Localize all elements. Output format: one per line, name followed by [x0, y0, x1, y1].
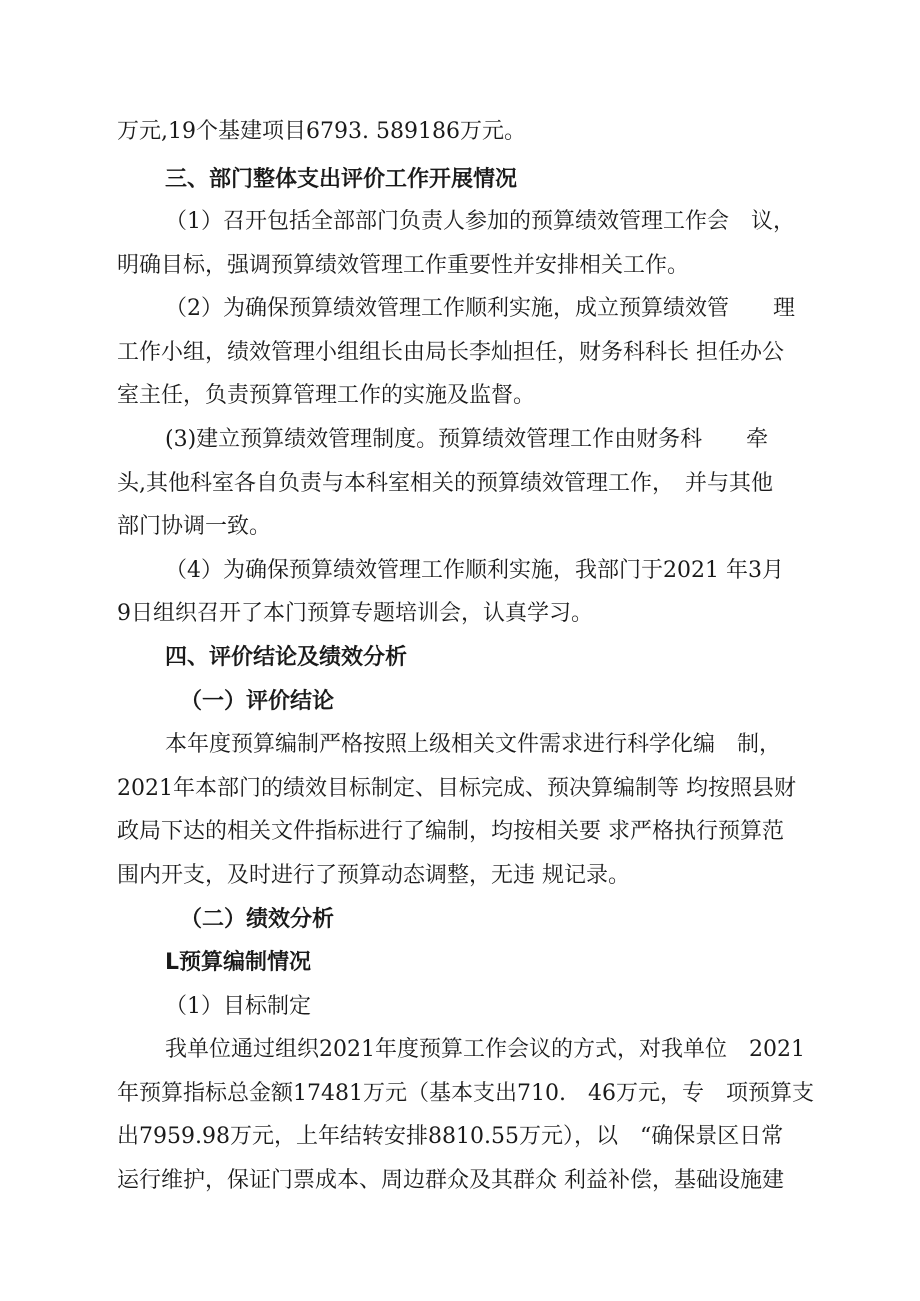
subsection-heading-evaluation-conclusion: （一）评价结论 — [180, 689, 335, 714]
paragraph-5-line-1: 本年度预算编制严格按照上级相关文件需求进行科学化编 制， — [165, 732, 782, 757]
section-heading-4: 四、评价结论及绩效分析 — [165, 645, 408, 670]
paragraph-1-line-1: （1）召开包括全部部门负责人参加的预算绩效管理工作会 议， — [165, 209, 795, 234]
text-line: 万元,19个基建项目6793. 589186万元。 — [117, 119, 526, 144]
paragraph-6-line-1: 我单位通过组织2021年度预算工作会议的方式，对我单位 2021 — [165, 1037, 805, 1062]
paragraph-3-line-1: (3)建立预算绩效管理制度。预算绩效管理工作由财务科 牵 — [165, 427, 769, 452]
paragraph-4-line-1: （4）为确保预算绩效管理工作顺利实施，我部门于2021 年3月 — [165, 558, 784, 583]
paragraph-4-line-2: 9日组织召开了本门预算专题培训会，认真学习。 — [117, 601, 593, 626]
subsection-heading-performance-analysis: （二）绩效分析 — [180, 907, 335, 932]
paragraph-5-line-3: 政局下达的相关文件指标进行了编制，均按相关要 求严格执行预算范 — [117, 819, 784, 844]
section-heading-3: 三、部门整体支出评价工作开展情况 — [165, 167, 518, 192]
paragraph-6-line-4: 运行维护，保证门票成本、周边群众及其群众 利益补偿，基础设施建 — [117, 1168, 784, 1193]
paragraph-2-line-2: 工作小组，绩效管理小组组长由局长李灿担任，财务科科长 担任办公 — [117, 340, 784, 365]
paragraph-5-line-4: 围内开支，及时进行了预算动态调整，无违 规记录。 — [117, 863, 630, 888]
paragraph-2-line-1: （2）为确保预算绩效管理工作顺利实施，成立预算绩效管 理 — [165, 296, 795, 321]
paragraph-5-line-2: 2021年本部门的绩效目标制定、目标完成、预决算编制等 均按照县财 — [117, 776, 796, 801]
paragraph-1-line-2: 明确目标，强调预算绩效管理工作重要性并安排相关工作。 — [117, 253, 690, 278]
sub-item-target-setting: （1）目标制定 — [165, 994, 311, 1019]
paragraph-3-line-2: 头,其他科室各自负责与本科室相关的预算绩效管理工作， 并与其他 — [117, 471, 773, 496]
paragraph-6-line-2: 年预算指标总金额17481万元（基本支出710. 46万元，专 项预算支 — [117, 1081, 814, 1106]
subsection-heading-budget-preparation: L预算编制情况 — [165, 950, 312, 975]
paragraph-6-line-3: 出7959.98万元，上年结转安排8810.55万元），以 “确保景区日常 — [117, 1124, 784, 1149]
paragraph-3-line-3: 部门协调一致。 — [117, 514, 272, 539]
paragraph-2-line-3: 室主任，负责预算管理工作的实施及监督。 — [117, 383, 536, 408]
